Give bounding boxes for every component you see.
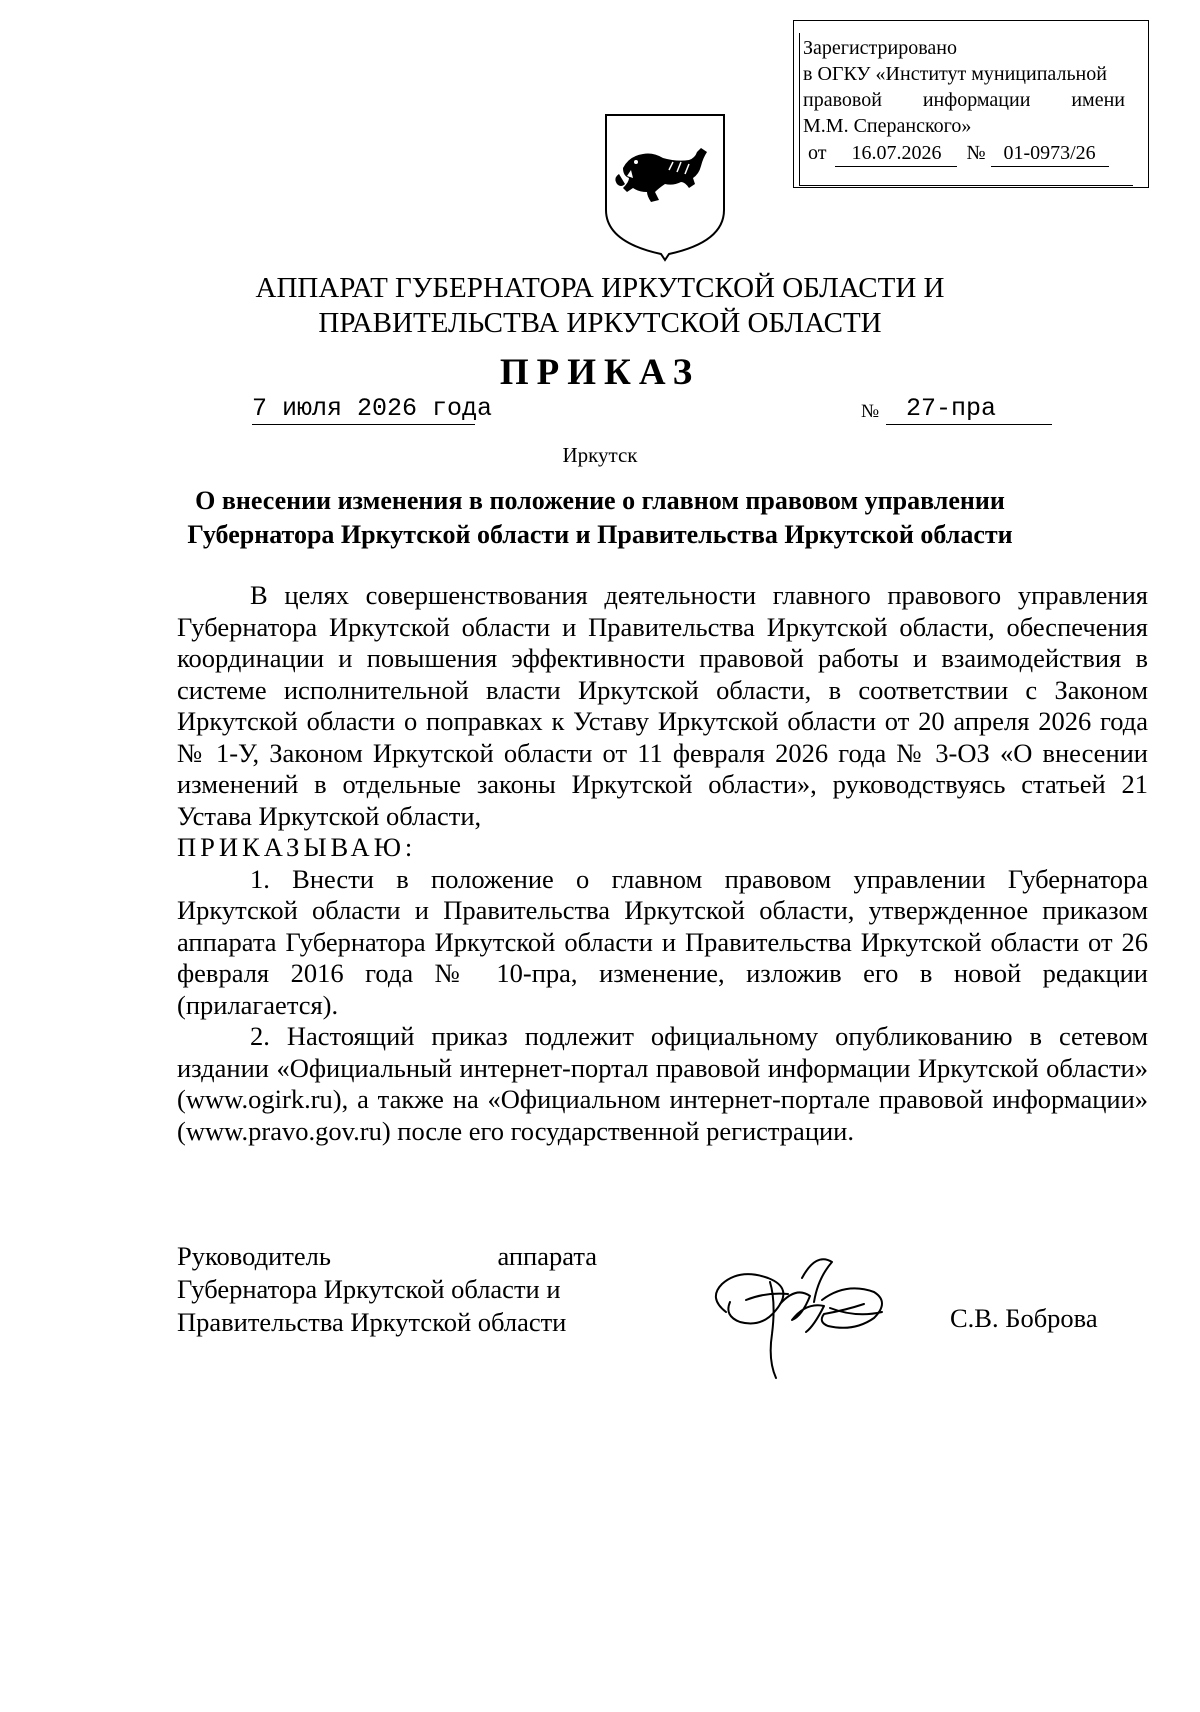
stamp-date-prefix: от	[808, 142, 827, 164]
signatory-position-line-3: Правительства Иркутской области	[177, 1307, 567, 1337]
stamp-number: 01-0973/26	[991, 140, 1109, 167]
registration-stamp	[793, 20, 1149, 188]
stamp-number-sign: №	[966, 142, 986, 164]
document-type-title: ПРИКАЗ	[499, 352, 701, 393]
signatory-position	[177, 1240, 597, 1339]
stamp-line-1: Зарегистрировано	[803, 37, 958, 59]
organization-name-line-2: ПРАВИТЕЛЬСТВА ИРКУТСКОЙ ОБЛАСТИ	[318, 307, 882, 339]
signatory-position-line-2: Губернатора Иркутской области и	[177, 1274, 561, 1304]
stamp-date: 16.07.2026	[835, 140, 957, 167]
handwritten-signature-icon	[706, 1242, 894, 1382]
order-word: ПРИКАЗЫВАЮ:	[177, 832, 417, 862]
document-number: 27-пра	[886, 394, 1052, 425]
order-item-2: 2. Настоящий приказ подлежит официальному опубликованию в сетевом издании «Официальный интернет-портал правовой информации Иркутской области» (www.ogirk.ru), а также на «Официальном интернет-портале правовой информации» (www.pravo.gov.ru) после его государственной регистрации.	[177, 1021, 1148, 1146]
stamp-line-3: правовой информации имени	[803, 89, 1125, 111]
document-subject-line-1: О внесении изменения в положение о главном правовом управлении	[195, 486, 1005, 515]
document-number-sign: №	[861, 401, 880, 422]
order-item-1: 1. Внести в положение о главном правовом управлении Губернатора Иркутской области и Правительства Иркутской области, утвержденное приказом аппарата Губернатора Иркутской области и Правительства Иркутской области от 26 февраля 2016 года № 10-пра, изменение, изложив его в новой редакции (прилагается).	[177, 863, 1148, 1020]
organization-name-line-1: АППАРАТ ГУБЕРНАТОРА ИРКУТСКОЙ ОБЛАСТИ И	[255, 272, 945, 304]
signatory-position-line-1: Руководитель аппарата	[177, 1241, 597, 1271]
stamp-line-2: в ОГКУ «Институт муниципальной	[803, 63, 1107, 85]
document-body	[177, 580, 1148, 1147]
irkutsk-coat-of-arms-icon	[603, 112, 727, 262]
document-subject-line-2: Губернатора Иркутской области и Правительства Иркутской области	[187, 520, 1013, 549]
stamp-line-4: М.М. Сперанского»	[803, 115, 972, 137]
document-date: 7 июля 2026 года	[252, 394, 493, 423]
signatory-name: С.В. Боброва	[950, 1303, 1098, 1333]
stamp-registration-line	[808, 140, 1130, 167]
document-city: Иркутск	[562, 443, 638, 467]
preamble-paragraph: В целях совершенствования деятельности главного правового управления Губернатора Иркутской области и Правительства Иркутской области, обеспечения координации и повышения эффективности правовой работы и взаимодействия в системе исполнительной власти Иркутской области, в соответствии с Законом Иркутской области о поправках к Уставу Иркутской области от 20 апреля 2026 года № 1-У, Законом Иркутской области от 11 февраля 2026 года № 3-ОЗ «О внесении изменений в отдельные законы Иркутской области», руководствуясь статьей 21 Устава Иркутской области,	[177, 580, 1148, 831]
